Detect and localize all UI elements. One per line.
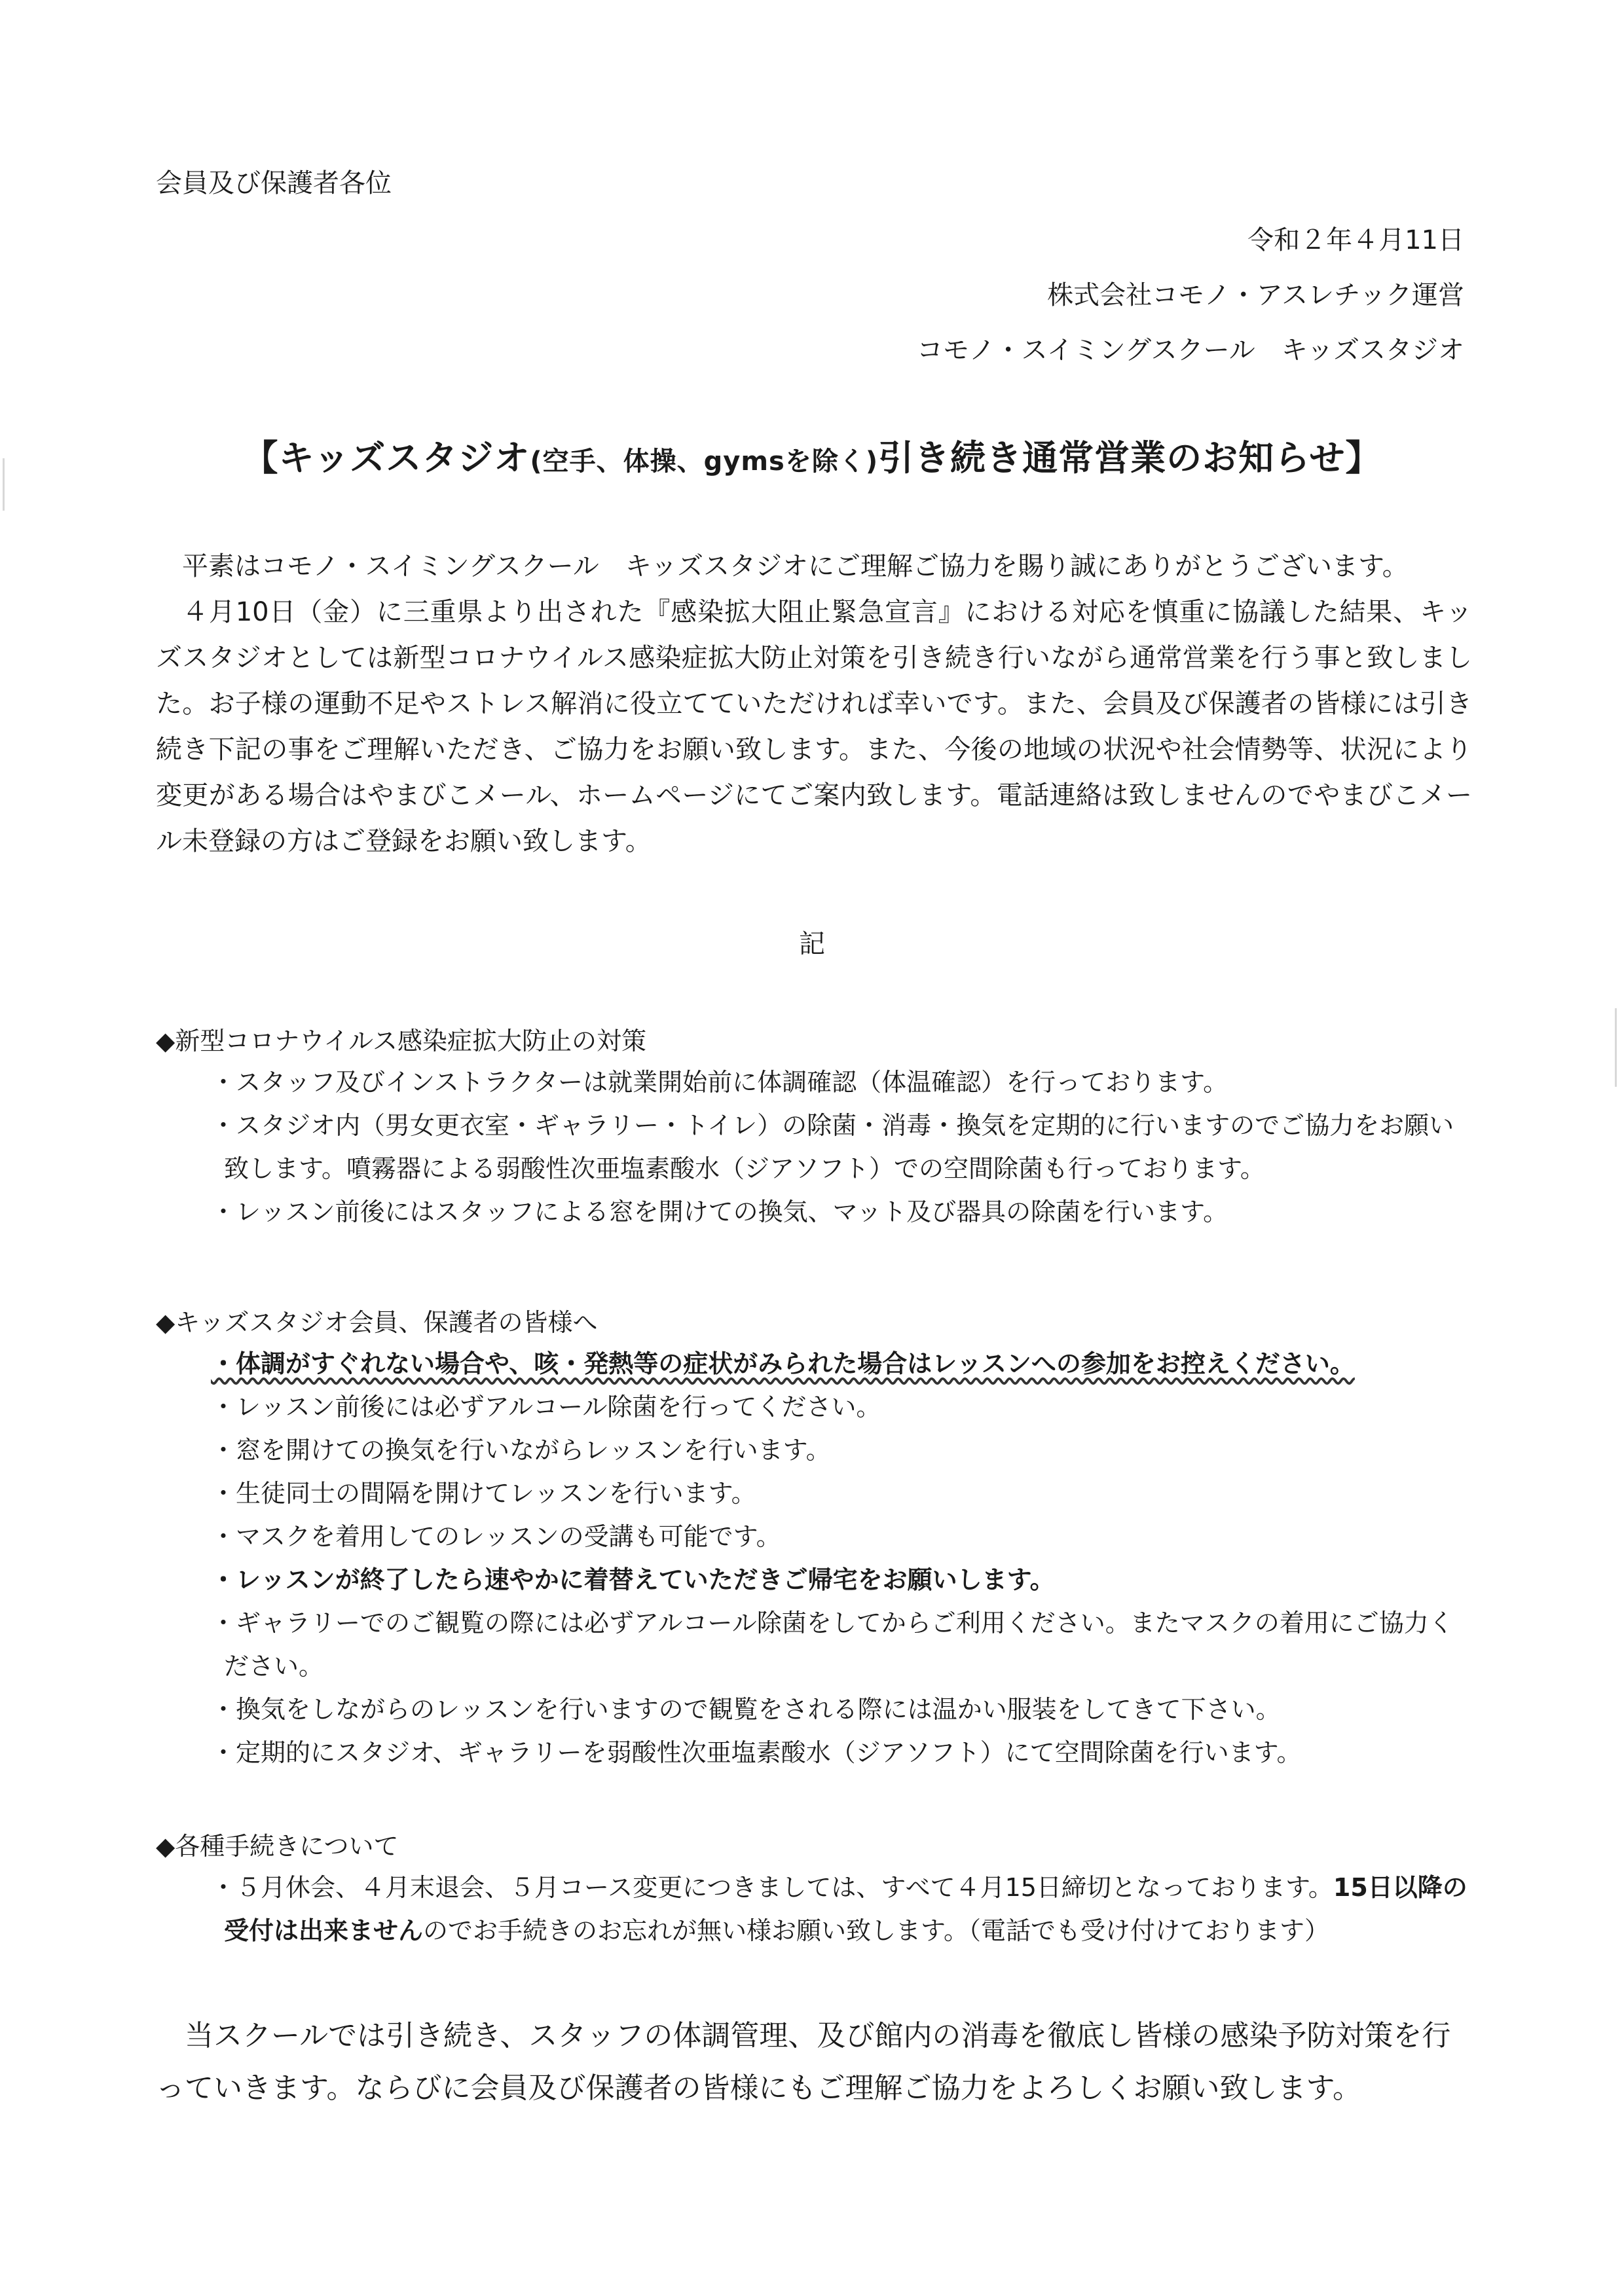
body-paragraph-1: 平素はコモノ・スイミングスクール キッズスタジオにご理解ご協力を賜り誠にありがとうございます。: [182, 551, 1409, 581]
list-item: ・生徒同士の間隔を開けてレッスンを行います。: [211, 1479, 756, 1508]
procedure-text: ・５月休会、４月末退会、５月コース変更につきましては、すべて４月15日締切となっております。: [211, 1873, 1333, 1902]
section-procedures: [156, 1827, 1472, 1952]
list-item-important: [211, 1342, 1472, 1385]
section-list: [156, 1342, 1472, 1774]
list-item: ・ギャラリーでのご観覧の際には必ずアルコール除菌をしてからご利用ください。またマスクの着用にご協力ください。: [211, 1609, 1454, 1681]
body-text: [156, 543, 1472, 864]
list-item: ・スタッフ及びインストラクターは就業開始前に体調確認（体温確認）を行っております。: [211, 1068, 1228, 1097]
list-item: ・レッスン前後にはスタッフによる窓を開けての換気、マット及び器具の除菌を行います。: [211, 1197, 1228, 1226]
issue-date: 令和２年４月11日: [1247, 225, 1464, 255]
list-item: ・マスクを着用してのレッスンの受講も可能です。: [211, 1522, 781, 1551]
company-name: 株式会社コモノ・アスレチック運営: [1047, 280, 1464, 310]
ki-marker: 記: [799, 929, 825, 959]
section-list: [156, 1061, 1472, 1233]
document-title: [0, 432, 1624, 488]
deadline-note: 15日以降の受付は出来ません: [224, 1873, 1467, 1945]
section-heading: ◆新型コロナウイルス感染症拡大防止の対策: [156, 1027, 646, 1055]
sender-block: [917, 213, 1464, 378]
addressee: 会員及び保護者各位: [156, 168, 392, 198]
title-parenthetical: (空手、体操、gymsを除く): [530, 446, 879, 477]
list-item: ・レッスン前後には必ずアルコール除菌を行ってください。: [211, 1393, 881, 1421]
section-members: [156, 1303, 1472, 1774]
list-item-bold: ・レッスンが終了したら速やかに着替えていただきご帰宅をお願いします。: [211, 1565, 1055, 1594]
section-heading: ◆キッズスタジオ会員、保護者の皆様へ: [156, 1308, 598, 1337]
section-heading: ◆各種手続きについて: [156, 1832, 399, 1861]
section-prevention: [156, 1021, 1472, 1233]
important-note: ・体調がすぐれない場合や、咳・発熱等の症状がみられた場合はレッスンへの参加をお控えください。: [211, 1349, 1355, 1378]
closing-paragraph: [156, 2010, 1472, 2115]
list-item: [211, 1866, 1472, 1952]
title-open: 【キッズスタジオ: [242, 437, 530, 479]
list-item: ・窓を開けての換気を行いながらレッスンを行います。: [211, 1436, 831, 1465]
closing-text: 当スクールでは引き続き、スタッフの体調管理、及び館内の消毒を徹底し皆様の感染予防対策を行っていきます。ならびに会員及び保護者の皆様にもご理解ご協力をよろしくお願い致します。: [156, 2019, 1451, 2105]
section-list: [156, 1866, 1472, 1952]
list-item: ・定期的にスタジオ、ギャラリーを弱酸性次亜塩素酸水（ジアソフト）にて空間除菌を行います。: [211, 1738, 1302, 1767]
school-name: コモノ・スイミングスクール キッズスタジオ: [917, 335, 1464, 365]
list-item: ・換気をしながらのレッスンを行いますので観覧をされる際には温かい服装をしてきて下さい。: [211, 1695, 1281, 1724]
body-paragraph-2: ４月10日（金）に三重県より出された『感染拡大阻止緊急宣言』における対応を慎重に協議した結果、キッズスタジオとしては新型コロナウイルス感染症拡大防止対策を引き続き行いながら通常営業を行う事と致しました。お子様の運動不足やストレス解消に役立てていただければ幸いです。また、会員及び保護者の皆様には引き続き下記の事をご理解いただき、ご協力をお願い致します。また、今後の地域の状況や社会情勢等、状況により変更がある場合はやまびこメール、ホームページにてご案内致します。電話連絡は致しませんのでやまびこメール未登録の方はご登録をお願い致します。: [156, 597, 1472, 856]
procedure-text-end: のでお手続きのお忘れが無い様お願い致します。（電話でも受け付けております）: [423, 1916, 1329, 1945]
scan-edge-mark: [1615, 1008, 1617, 1087]
title-main: 引き続き通常営業のお知らせ】: [878, 437, 1382, 479]
list-item: ・スタジオ内（男女更衣室・ギャラリー・トイレ）の除菌・消毒・換気を定期的に行いますのでご協力をお願い致します。噴霧器による弱酸性次亜塩素酸水（ジアソフト）での空間除菌も行っております。: [211, 1111, 1454, 1183]
